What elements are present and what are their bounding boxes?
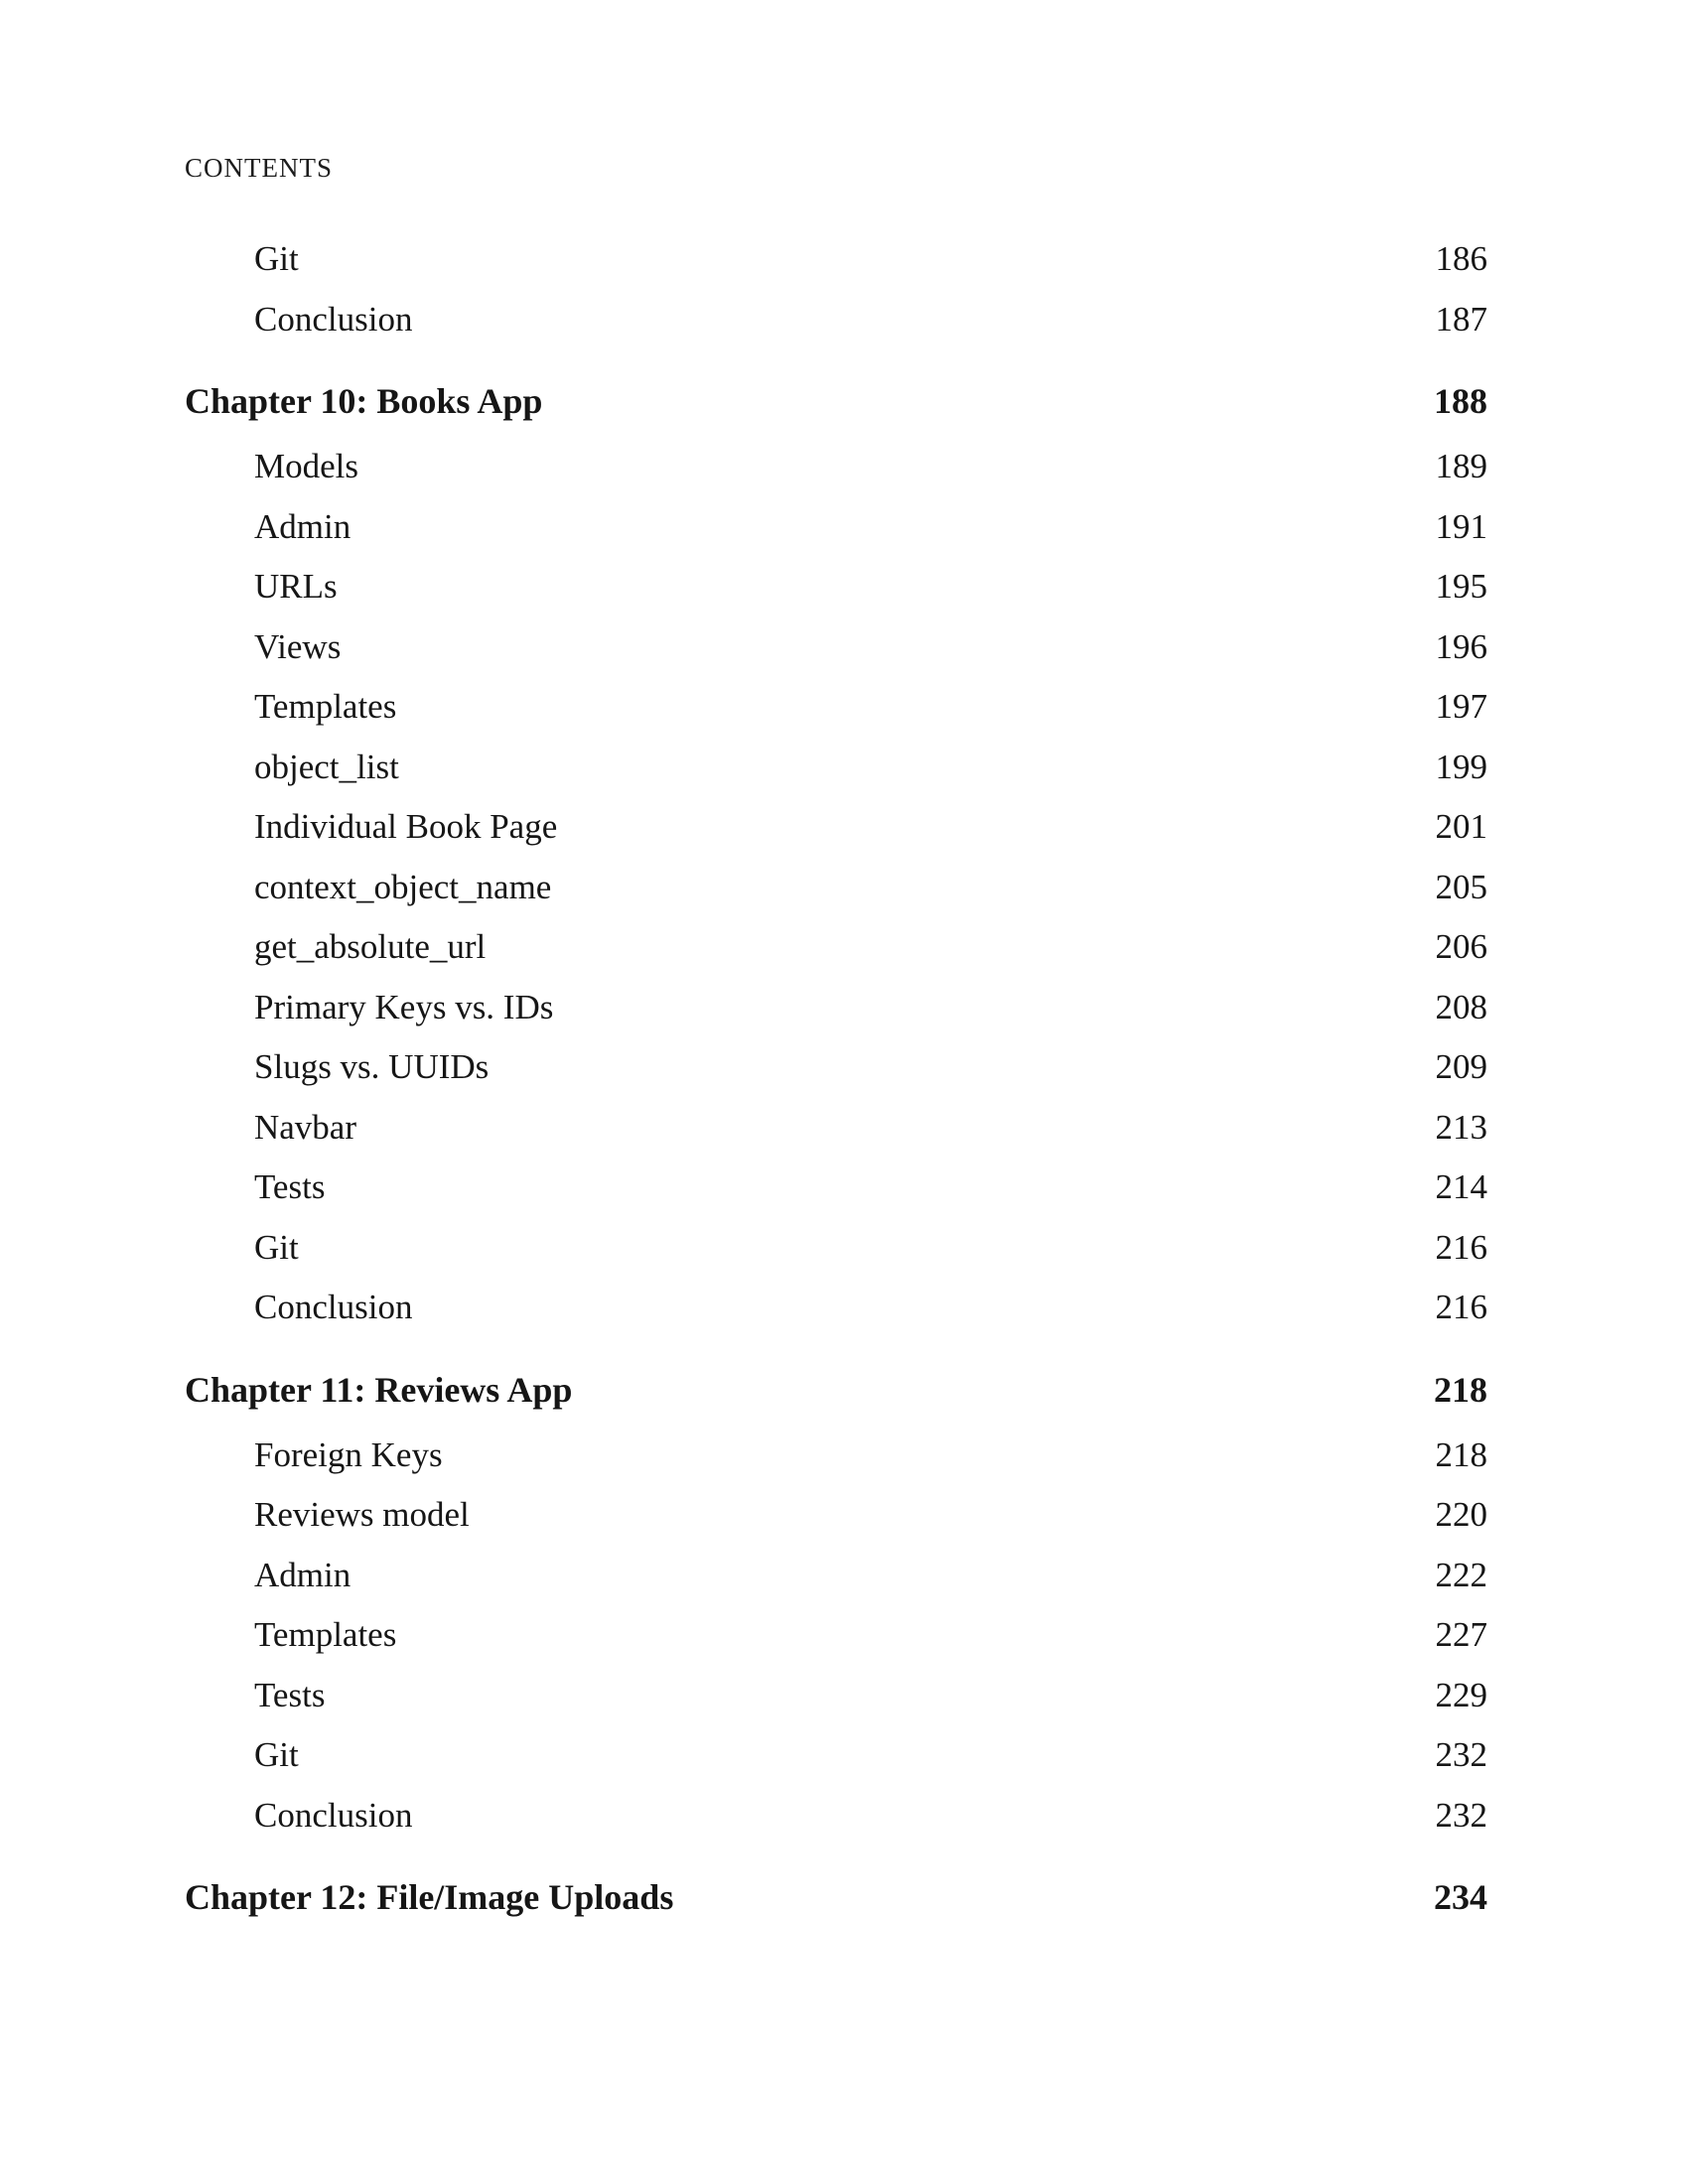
toc-entry[interactable] [185, 1485, 1487, 1546]
toc-entry-label: Primary Keys vs. IDs [254, 987, 554, 1026]
toc-entry-label: Git [254, 1735, 299, 1774]
toc-entry-label: Slugs vs. UUIDs [254, 1047, 490, 1086]
toc-entry-page: 195 [1435, 567, 1487, 606]
toc-entry[interactable] [185, 1666, 1487, 1726]
toc-entry-label: Views [254, 626, 342, 666]
toc-entry-label: Git [254, 239, 299, 278]
toc-entry[interactable] [185, 1037, 1487, 1098]
toc-entry[interactable] [185, 738, 1487, 798]
toc-chapter-page: 218 [1434, 1369, 1487, 1410]
toc-chapter-heading[interactable] [185, 371, 1487, 431]
toc-entry-label: Conclusion [254, 1288, 413, 1326]
toc-entry-page: 206 [1435, 927, 1487, 966]
toc-entry-label: Models [254, 447, 358, 485]
toc-entry[interactable] [185, 1278, 1487, 1338]
toc-entry[interactable] [185, 1426, 1487, 1486]
toc-entry-page: 216 [1435, 1227, 1487, 1267]
toc-entry-page: 187 [1435, 299, 1487, 339]
toc-entry-page: 229 [1435, 1675, 1487, 1714]
toc-entry-page: 227 [1435, 1615, 1487, 1654]
toc-entry-label: Individual Book Page [254, 807, 558, 846]
toc-entry-page: 232 [1435, 1735, 1487, 1774]
toc-entry-label: Tests [254, 1167, 326, 1206]
toc-entry-label: Git [254, 1227, 299, 1267]
toc-entry[interactable] [185, 1605, 1487, 1666]
toc-entry-label: object_list [254, 747, 399, 786]
toc-entry-page: 199 [1435, 747, 1487, 786]
toc-chapter-heading[interactable] [185, 1867, 1487, 1927]
toc-entry-page: 218 [1435, 1434, 1487, 1474]
contents-header: CONTENTS [185, 153, 333, 183]
toc-chapter-heading[interactable] [185, 1360, 1487, 1420]
toc-entry[interactable] [185, 290, 1487, 350]
toc-entry-page: 197 [1435, 687, 1487, 726]
toc-entry-page: 209 [1435, 1047, 1487, 1086]
toc-entry[interactable] [185, 497, 1487, 558]
toc-chapter-label: Chapter 12: File/Image Uploads [185, 1877, 674, 1917]
toc-entry-label: Navbar [254, 1107, 357, 1147]
toc-entry-label: Conclusion [254, 299, 413, 339]
toc-entry[interactable] [185, 229, 1487, 290]
toc-entry[interactable] [185, 797, 1487, 858]
toc-entry[interactable] [185, 437, 1487, 497]
toc-entry-page: 186 [1435, 239, 1487, 278]
toc-chapter-page: 188 [1434, 381, 1487, 421]
toc-entry-page: 222 [1435, 1555, 1487, 1594]
toc-entry-page: 191 [1435, 506, 1487, 546]
toc-entry[interactable] [185, 557, 1487, 617]
toc-entry-label: Admin [254, 506, 352, 546]
toc-entry-label: Tests [254, 1675, 326, 1714]
toc-entry-label: URLs [254, 567, 338, 606]
toc-entry[interactable] [185, 1158, 1487, 1218]
toc-entry-label: get_absolute_url [254, 927, 487, 966]
toc-entry-page: 205 [1435, 867, 1487, 906]
toc-chapter-label: Chapter 10: Books App [185, 381, 543, 421]
toc-entry-label: Foreign Keys [254, 1434, 443, 1474]
toc-entry-page: 201 [1435, 807, 1487, 846]
toc-entry[interactable] [185, 1546, 1487, 1606]
toc-entry[interactable] [185, 1786, 1487, 1846]
toc-entry-page: 213 [1435, 1107, 1487, 1147]
toc-entry[interactable] [185, 858, 1487, 918]
toc-entry-page: 208 [1435, 987, 1487, 1026]
toc-entry[interactable] [185, 917, 1487, 978]
toc-entry-label: Templates [254, 687, 397, 726]
toc-entry-label: Templates [254, 1615, 397, 1654]
toc-entry[interactable] [185, 617, 1487, 678]
toc-entry-page: 214 [1435, 1167, 1487, 1206]
toc-entry-page: 216 [1435, 1288, 1487, 1326]
toc-entry-label: Admin [254, 1555, 352, 1594]
toc-entry[interactable] [185, 677, 1487, 738]
toc-entry[interactable] [185, 1218, 1487, 1279]
toc-entry[interactable] [185, 978, 1487, 1038]
toc-entry-page: 189 [1435, 447, 1487, 485]
toc-entry-label: context_object_name [254, 867, 552, 906]
toc-entry[interactable] [185, 1725, 1487, 1786]
toc-entry-label: Reviews model [254, 1495, 470, 1534]
toc-entry-page: 232 [1435, 1795, 1487, 1835]
toc-entry-page: 220 [1435, 1495, 1487, 1534]
toc-chapter-label: Chapter 11: Reviews App [185, 1369, 573, 1410]
toc-chapter-page: 234 [1434, 1877, 1487, 1917]
toc-entry[interactable] [185, 1098, 1487, 1159]
table-of-contents [185, 229, 1487, 1933]
toc-entry-label: Conclusion [254, 1795, 413, 1835]
toc-entry-page: 196 [1435, 626, 1487, 666]
